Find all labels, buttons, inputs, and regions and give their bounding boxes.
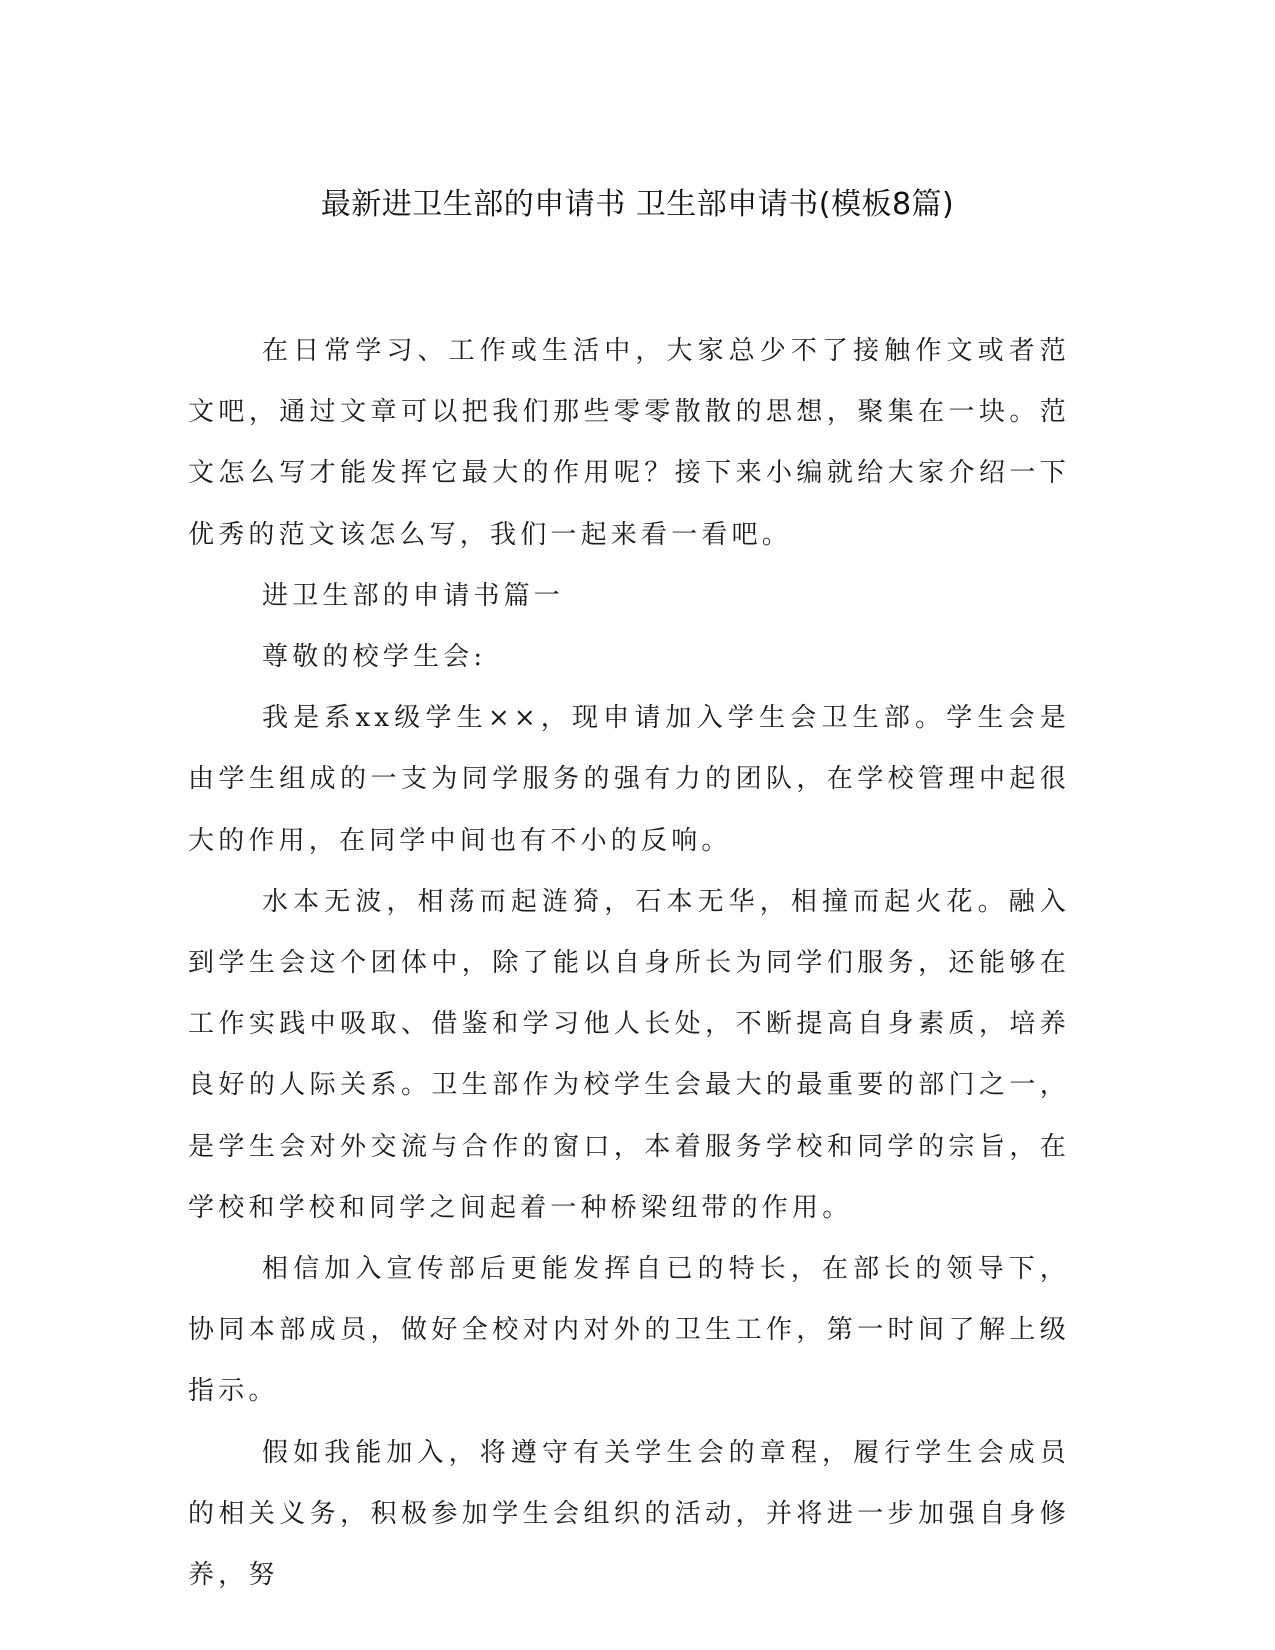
intro-paragraph: 在日常学习、工作或生活中，大家总少不了接触作文或者范文吧，通过文章可以把我们那些零零散散的思想，聚集在一块。范文怎么写才能发挥它最大的作用呢？接下来小编就给大家介绍一下优秀的范文该怎么写，我们一起来看一看吧。 xyxy=(188,336,1070,550)
body-paragraph: 假如我能加入，将遵守有关学生会的章程，履行学生会成员的相关义务，积极参加学生会组织的活动，并将进一步加强自身修养，努 xyxy=(188,1437,1070,1591)
section-heading: 进卫生部的申请书篇一 xyxy=(262,580,565,611)
body-paragraph: 相信加入宣传部后更能发挥自已的特长，在部长的领导下，协同本部成员，做好全校对内对外的卫生工作，第一时间了解上级指示。 xyxy=(188,1254,1070,1407)
document-title: 最新进卫生部的申请书 卫生部申请书(模板8篇) xyxy=(320,187,955,222)
salutation: 尊敬的校学生会: xyxy=(262,642,487,673)
body-paragraph: 水本无波，相荡而起涟猗，石本无华，相撞而起火花。融入到学生会这个团体中，除了能以自身所长为同学们服务，还能够在工作实践中吸取、借鉴和学习他人长处，不断提高自身素质，培养良好的人际关系。卫生部作为校学生会最大的最重要的部门之一，是学生会对外交流与合作的窗口，本着服务学校和同学的宗旨，在学校和学校和同学之间起着一种桥梁纽带的作用。 xyxy=(188,886,1070,1223)
document-body xyxy=(188,321,1070,1606)
body-paragraph: 我是系xx级学生××，现申请加入学生会卫生部。学生会是由学生组成的一支为同学服务的强有力的团队，在学校管理中起很大的作用，在同学中间也有不小的反响。 xyxy=(188,703,1070,856)
